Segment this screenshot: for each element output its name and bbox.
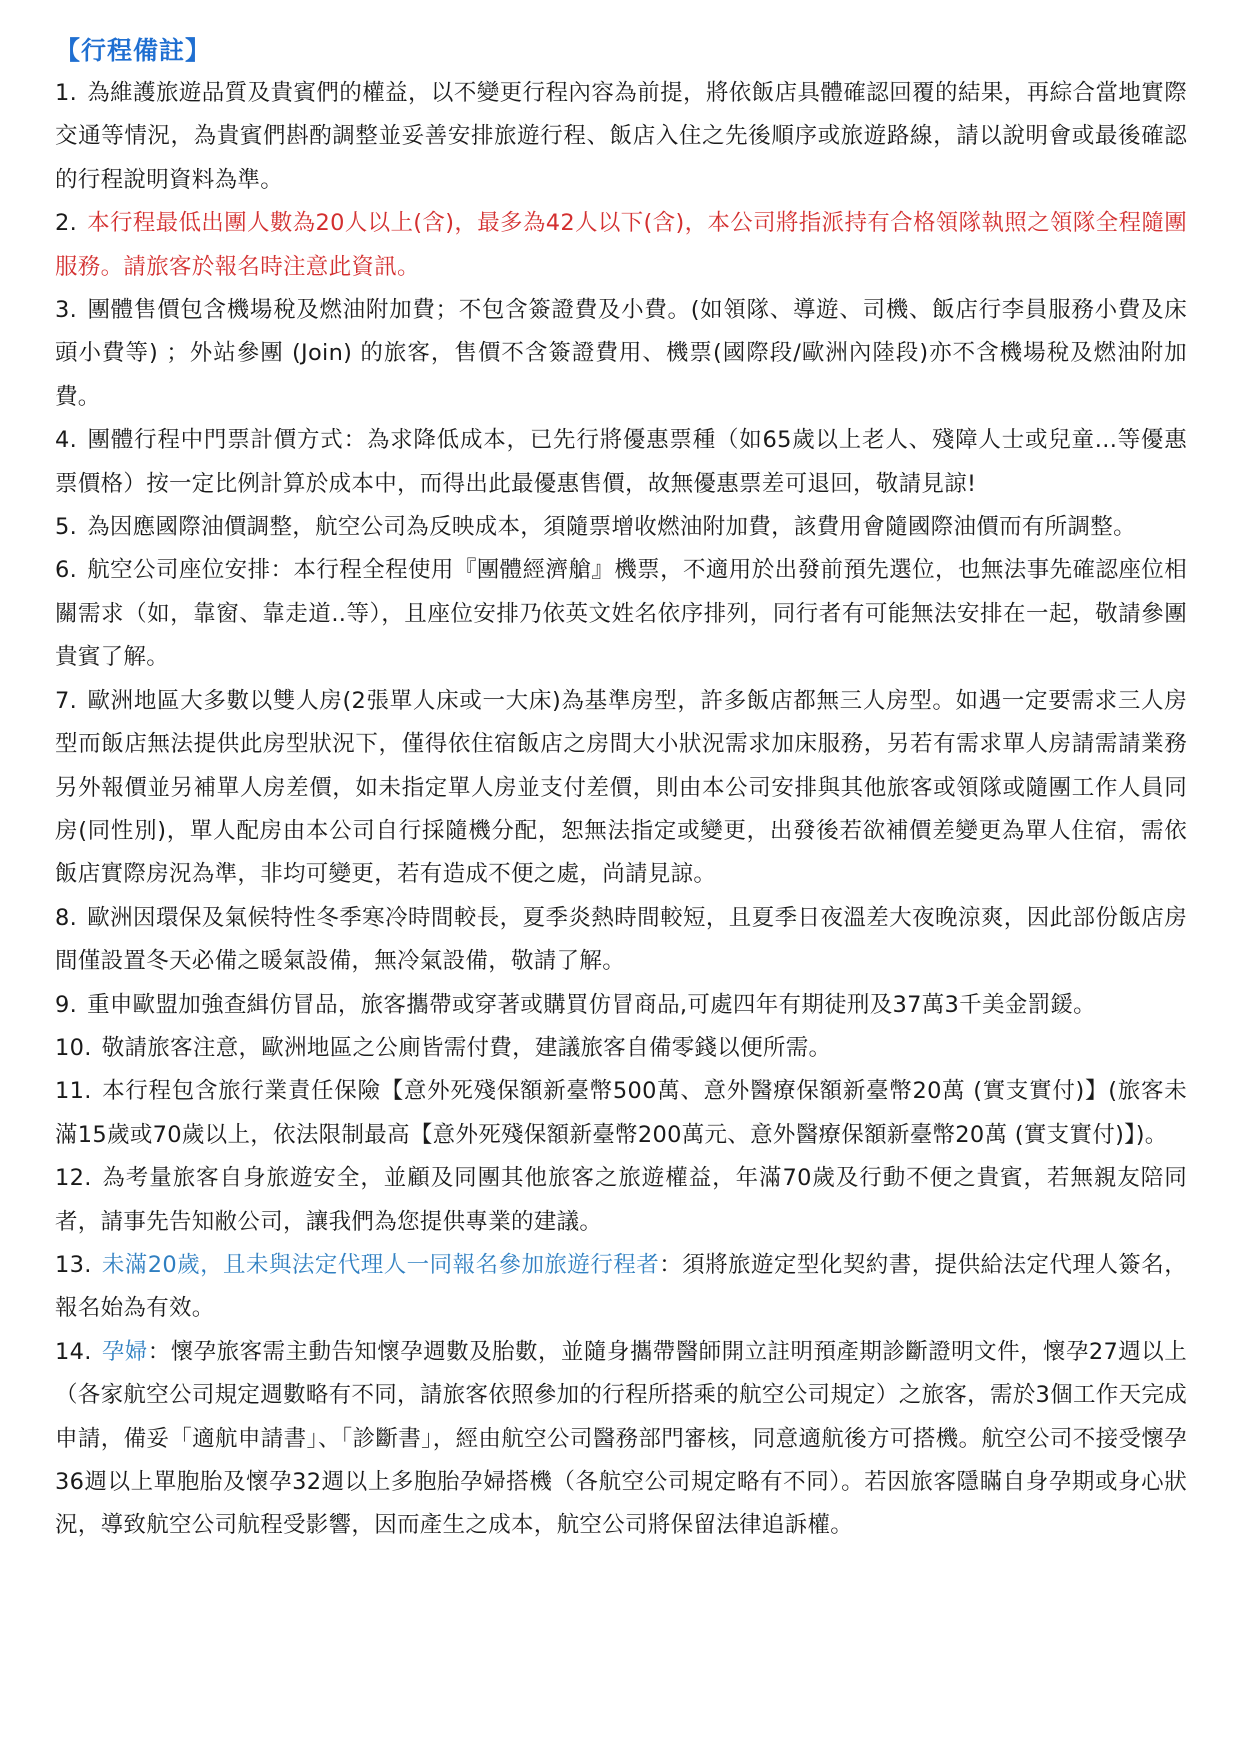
note-item-7 [55,680,1187,897]
note-item-1 [55,72,1187,202]
note-number: 2. [55,210,78,237]
note-item-14 [55,1331,1187,1548]
note-text: ：須將旅遊定型化契約書，提供給法定代理人簽名，報名始為有效。 [55,1251,1187,1322]
note-text: 團體售價包含機場稅及燃油附加費；不包含簽證費及小費。(如領隊、導遊、司機、飯店行李員服務小費及床頭小費等) ；外站參團 (Join) 的旅客，售價不含簽證費用、機票(國際段/歐洲內陸段)亦不含機場稅及燃油附加費。 [55,297,1187,410]
note-item-6 [55,549,1187,679]
note-text: 本行程包含旅行業責任保險【意外死殘保額新臺幣500萬、意外醫療保額新臺幣20萬 (實支實付)】(旅客未滿15歲或70歲以上，依法限制最高【意外死殘保額新臺幣200萬元、意外醫療保額新臺幣20萬 (實支實付)】)。 [55,1078,1187,1148]
note-highlight: 未滿20歲，且未與法定代理人一同報名參加旅遊行程者 [101,1251,660,1278]
note-text: 歐洲地區大多數以雙人房(2張單人床或一大床)為基準房型，許多飯店都無三人房型。如遇一定要需求三人房型而飯店無法提供此房型狀況下，僅得依住宿飯店之房間大小狀況需求加床服務，另若有需求單人房請需請業務另外報價並另補單人房差價，如未指定單人房並支付差價，則由本公司安排與其他旅客或領隊或隨團工作人員同房(同性別)，單人配房由本公司自行採隨機分配，恕無法指定或變更，出發後若欲補價差變更為單人住宿，需依飯店實際房況為準，非均可變更，若有造成不便之處，尚請見諒。 [55,687,1187,888]
note-text: 為因應國際油價調整，航空公司為反映成本，須隨票增收燃油附加費，該費用會隨國際油價而有所調整。 [87,514,1136,541]
note-number: 1. [55,80,78,106]
note-text: 為維護旅遊品質及貴賓們的權益，以不變更行程內容為前提，將依飯店具體確認回覆的結果，再綜合當地實際交通等情況，為貴賓們斟酌調整並妥善安排旅遊行程、飯店入住之先後順序或旅遊路線，請以說明會或最後確認的行程說明資料為準。 [55,80,1187,193]
note-number: 12. [55,1165,92,1192]
note-text-warning: 本行程最低出團人數為20人以上(含)，最多為42人以下(含)，本公司將指派持有合格領隊執照之領隊全程隨團服務。請旅客於報名時注意此資訊。 [55,210,1187,280]
note-number: 11. [55,1078,92,1105]
note-item-12 [55,1157,1187,1244]
note-number: 10. [55,1034,92,1061]
note-text: 為考量旅客自身旅遊安全，並顧及同團其他旅客之旅遊權益，年滿70歲及行動不便之貴賓，若無親友陪同者，請事先告知敝公司，讓我們為您提供專業的建議。 [55,1165,1187,1235]
note-number: 4. [55,427,78,454]
note-number: 5. [55,514,78,541]
note-number: 6. [55,557,78,584]
note-text: 敬請旅客注意，歐洲地區之公廁皆需付費，建議旅客自備零錢以便所需。 [101,1034,832,1061]
note-number: 3. [55,297,78,324]
note-number: 9. [55,991,78,1018]
note-number: 14. [55,1338,92,1365]
note-number: 7. [55,687,78,714]
note-text: 歐洲因環保及氣候特性冬季寒冷時間較長，夏季炎熱時間較短，且夏季日夜溫差大夜晚涼爽，因此部份飯店房間僅設置冬天必備之暖氣設備，無冷氣設備，敬請了解。 [55,904,1187,975]
note-text: 團體行程中門票計價方式：為求降低成本，已先行將優惠票種（如65歲以上老人、殘障人士或兒童...等優惠票價格）按一定比例計算於成本中，而得出此最優惠售價，故無優惠票差可退回，敬請見諒! [55,427,1187,497]
section-heading: 【行程備註】 [55,36,212,65]
note-item-5 [55,506,1187,549]
note-item-11 [55,1070,1187,1157]
note-item-8 [55,897,1187,984]
note-item-2 [55,202,1187,289]
note-item-4 [55,419,1187,506]
note-item-3 [55,289,1187,419]
note-item-9 [55,984,1187,1027]
note-item-10 [55,1027,1187,1070]
note-text: 重申歐盟加強查緝仿冒品，旅客攜帶或穿著或購買仿冒商品,可處四年有期徒刑及37萬3千美金罰鍰。 [87,991,1096,1018]
note-number: 13. [55,1251,92,1278]
note-text: ：懷孕旅客需主動告知懷孕週數及胎數，並隨身攜帶醫師開立註明預產期診斷證明文件，懷孕27週以上（各家航空公司規定週數略有不同，請旅客依照參加的行程所搭乘的航空公司規定）之旅客，需於3個工作天完成申請，備妥「適航申請書」、「診斷書」，經由航空公司醫務部門審核，同意適航後方可搭機。航空公司不接受懷孕36週以上單胞胎及懷孕32週以上多胞胎孕婦搭機（各航空公司規定略有不同）。若因旅客隱瞞自身孕期或身心狀況，導致航空公司航程受影響，因而產生之成本，航空公司將保留法律追訴權。 [55,1338,1187,1539]
note-highlight: 孕婦 [101,1338,148,1365]
note-number: 8. [55,904,78,931]
itinerary-notes-page [55,32,1187,1548]
note-text: 航空公司座位安排：本行程全程使用『團體經濟艙』機票，不適用於出發前預先選位，也無法事先確認座位相關需求（如，靠窗、靠走道..等），且座位安排乃依英文姓名依序排列，同行者有可能無法安排在一起，敬請參團貴賓了解。 [55,557,1187,671]
note-item-13 [55,1244,1187,1331]
